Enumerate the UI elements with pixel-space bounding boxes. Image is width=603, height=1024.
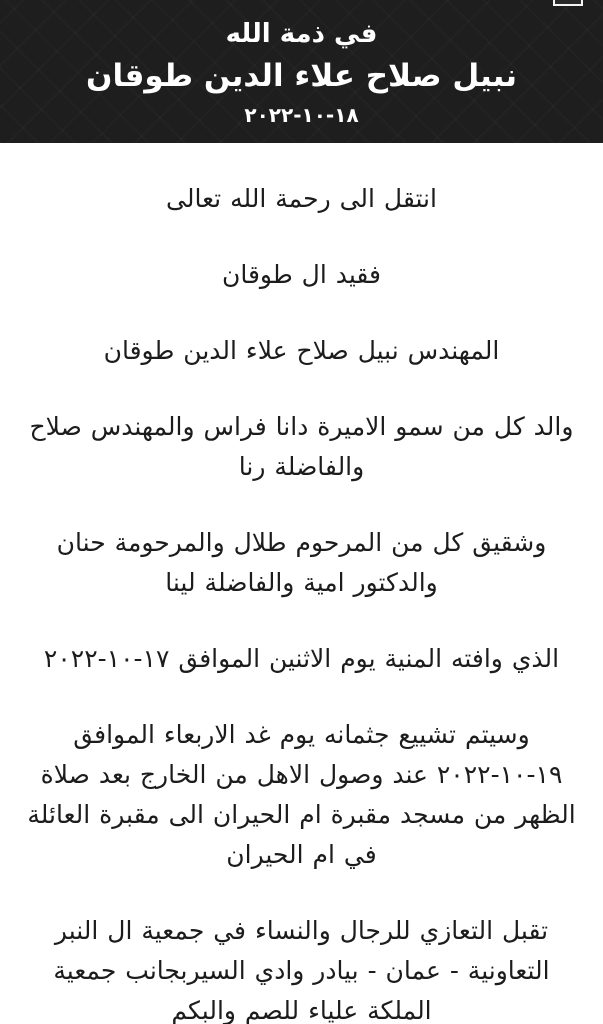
- obituary-paragraph-family-title: فقيد ال طوقان: [221, 260, 381, 289]
- announcement-date: ١٨-١٠-٢٠٢٢: [244, 103, 359, 128]
- header-title: في ذمة الله: [225, 18, 378, 49]
- obituary-paragraph-siblings: وشقيق كل من المرحوم طلال والمرحومة حنان والدكتور امية والفاضلة لينا: [56, 528, 547, 597]
- cropped-ui-fragment: [553, 0, 583, 6]
- obituary-paragraph-opening: انتقل الى رحمة الله تعالى: [166, 184, 437, 213]
- obituary-body: [0, 143, 603, 1024]
- header-banner: [0, 0, 603, 143]
- obituary-paragraph-funeral-details: وسيتم تشييع جثمانه يوم غد الاربعاء الموافق ١٩-١٠-٢٠٢٢ عند وصول الاهل من الخارج بعد صلاة الظهر من مسجد مقبرة ام الحيران الى مقبرة العائلة في ام الحيران: [27, 720, 576, 869]
- obituary-paragraph-deceased-full-name: المهندس نبيل صلاح علاء الدين طوقان: [103, 336, 500, 365]
- obituary-paragraph-condolences-location: تقبل التعازي للرجال والنساء في جمعية ال النبر التعاونية - عمان - بيادر وادي السيربجانب جمعية الملكة علياء للصم والبكم: [53, 916, 550, 1024]
- obituary-paragraph-death-date: الذي وافته المنية يوم الاثنين الموافق ١٧-١٠-٢٠٢٢: [43, 644, 560, 673]
- deceased-name: نبيل صلاح علاء الدين طوقان: [86, 58, 517, 95]
- obituary-paragraph-children: والد كل من سمو الاميرة دانا فراس والمهندس صلاح والفاضلة رنا: [29, 412, 574, 481]
